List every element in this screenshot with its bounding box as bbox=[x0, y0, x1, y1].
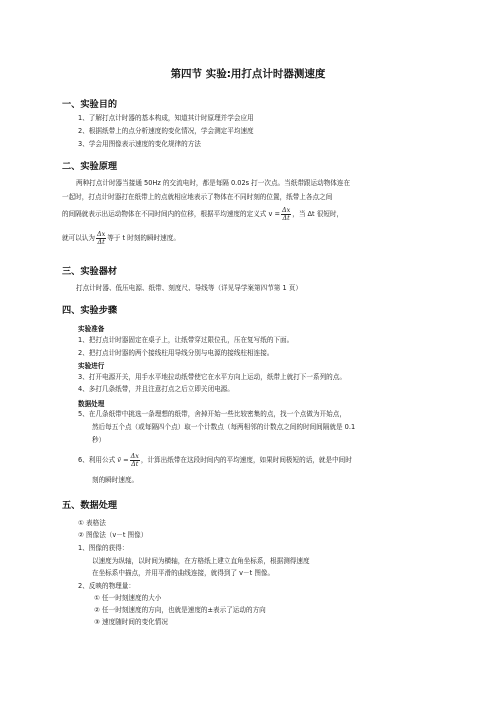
fraction-denominator: Δt bbox=[282, 213, 290, 222]
text-fragment: ，当 Δt 很短时， bbox=[292, 210, 344, 218]
list-item: 2、根据纸带上的点分析速度的变化情况，学会测定平均速度 bbox=[78, 127, 254, 135]
text-fragment: 就可以认为 bbox=[62, 234, 95, 242]
step-item: 4、多打几条纸带，并且注意打点之后立即关闭电源。 bbox=[78, 385, 234, 393]
fraction-numerator: Δx bbox=[96, 229, 106, 238]
list-item: 1、了解打点计时器的基本构成，知道其计时原理并学会应用 bbox=[78, 114, 254, 122]
paragraph-line bbox=[62, 206, 343, 222]
list-item: 在坐标系中描点，并用平滑的曲线连接，就得到了 v－t 图像。 bbox=[92, 569, 275, 577]
subheading-data-processing: 数据处理 bbox=[78, 400, 105, 408]
fraction-numerator: Δx bbox=[282, 205, 291, 214]
list-item: ① 表格法 bbox=[78, 519, 106, 527]
section-heading-principle: 二、实验原理 bbox=[62, 161, 118, 172]
paragraph-line: 打点计时器、低压电源、纸带、刻度尺、导线等（详见导学案第四节第 1 页） bbox=[76, 284, 302, 292]
step-item: 5、在几条纸带中挑选一条理想的纸带，舍掉开始一些比较密集的点，找一个点做为开始点， bbox=[78, 410, 346, 418]
text-fragment: 6、利用公式 bbox=[78, 456, 116, 464]
list-item: ② 图像法（v－t 图像） bbox=[78, 531, 148, 539]
formula-fraction bbox=[281, 207, 291, 222]
step-item: 然后每五个点（或每隔四个点）取一个计数点（每两相邻的计数点之间的时间间隔就是 0.1 bbox=[92, 423, 356, 431]
step-item: 3、打开电源开关，用手水平地拉动纸带使它在水平方向上运动，纸带上就打下一系列的点。 bbox=[78, 373, 346, 381]
list-item: 以速度为纵轴，以时间为横轴，在方格纸上建立直角坐标系，根据测得速度 bbox=[92, 557, 310, 565]
paragraph-line: 一起时，打点计时器打在纸带上的点就相应地表示了物体在不同时刻的位置，纸带上各点之间 bbox=[62, 193, 333, 201]
subheading-preparation: 实验准备 bbox=[78, 325, 105, 333]
text-fragment: 的间隔就表示出运动物体在不同时间内的位移，根据平均速度的定义式 v = bbox=[62, 210, 281, 218]
step-item bbox=[78, 452, 352, 468]
formula-fraction bbox=[96, 231, 106, 246]
subheading-execution: 实验进行 bbox=[78, 362, 105, 370]
list-item: 1、图像的获得： bbox=[78, 544, 129, 552]
list-item: 3、学会用图像表示速度的变化规律的方法 bbox=[78, 140, 201, 148]
text-fragment: 等于 t 时刻的瞬时速度。 bbox=[107, 234, 180, 242]
section-heading-objective: 一、实验目的 bbox=[62, 99, 118, 110]
text-fragment: ，计算出纸带在这段时间内的平均速度，如果时间极短的话，就是中间时 bbox=[140, 456, 352, 464]
list-item: ② 任一时刻速度的方向，也就是速度的±表示了运动的方向 bbox=[94, 606, 266, 614]
list-item: 2、反映的物理量： bbox=[78, 582, 135, 590]
list-item: ③ 速度随时间的变化情况 bbox=[94, 618, 168, 626]
step-item: 1、把打点计时器固定在桌子上，让纸带穿过限位孔，压在复写纸的下面。 bbox=[78, 336, 294, 344]
formula-symbol: v̄ = bbox=[117, 456, 129, 464]
fraction-denominator: Δt bbox=[97, 237, 105, 246]
step-item: 2、把打点计时器的两个接线柱用导线分别与电源的接线柱相连接。 bbox=[78, 349, 274, 357]
section-heading-steps: 四、实验步骤 bbox=[62, 305, 118, 316]
formula-fraction bbox=[130, 453, 140, 468]
section-heading-data: 五、数据处理 bbox=[62, 500, 118, 511]
fraction-numerator: Δx bbox=[130, 451, 139, 460]
fraction-denominator: Δt bbox=[131, 459, 139, 468]
page-title: 第四节 实验:用打点计时器测速度 bbox=[170, 68, 326, 80]
step-item: 秒） bbox=[92, 436, 106, 444]
paragraph-line bbox=[62, 230, 180, 246]
paragraph-line: 两种打点计时器当接通 50Hz 的交流电时，都是每隔 0.02s 打一次点。当纸带跟运动物体连在 bbox=[76, 179, 351, 187]
list-item: ① 任一时刻速度的大小 bbox=[94, 594, 162, 602]
section-heading-equipment: 三、实验器材 bbox=[62, 266, 118, 277]
step-item: 刻的瞬时速度。 bbox=[92, 476, 139, 484]
